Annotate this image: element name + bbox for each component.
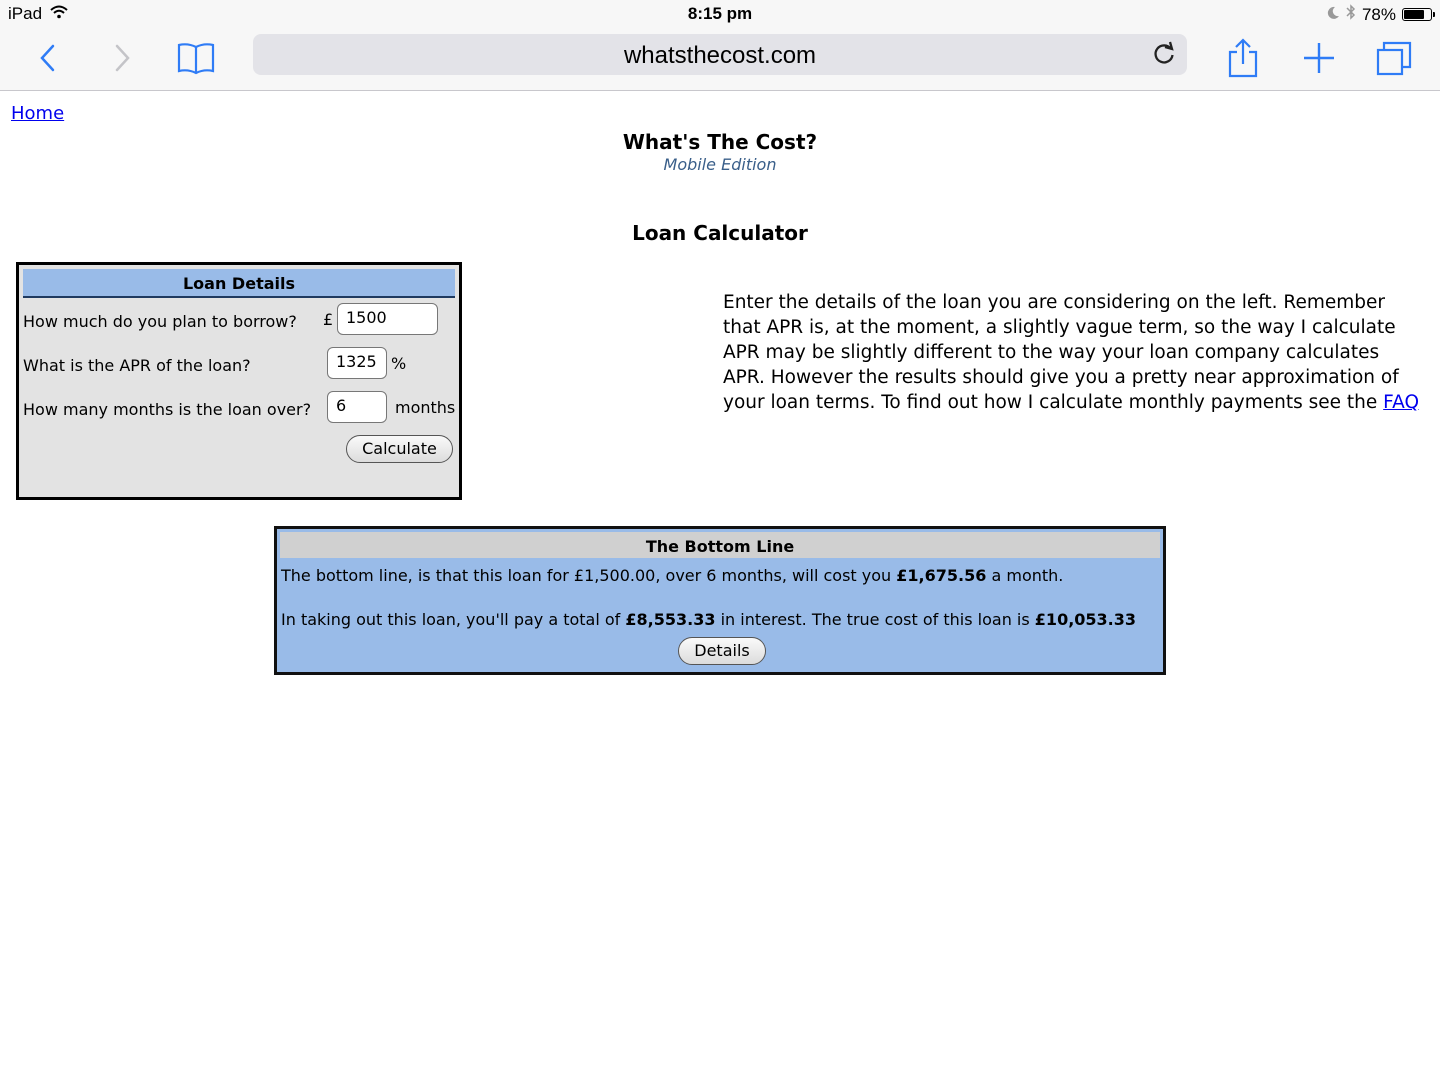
status-right — [1326, 4, 1432, 25]
monthly-payment-value: £1,675.56 — [896, 566, 987, 585]
monthly-cost-suffix: a month. — [991, 566, 1064, 585]
bookmarks-icon[interactable] — [174, 36, 218, 80]
apr-input[interactable]: 1325 — [327, 347, 387, 379]
true-cost-text: in interest. The true cost of this loan is — [720, 610, 1030, 629]
back-icon[interactable] — [26, 36, 70, 80]
total-interest-value: £8,553.33 — [625, 610, 716, 629]
new-tab-icon[interactable] — [1297, 36, 1341, 80]
url-text: whatsthecost.com — [623, 42, 817, 69]
web-page — [0, 91, 1440, 1080]
apr-label: What is the APR of the loan? — [23, 356, 251, 375]
apr-unit: % — [391, 354, 407, 373]
currency-symbol: £ — [323, 310, 334, 329]
loan-details-header: Loan Details — [23, 269, 455, 298]
site-title: What's The Cost? — [622, 130, 818, 154]
tabs-icon[interactable] — [1372, 36, 1416, 80]
status-time: 8:15 pm — [687, 4, 753, 23]
total-cost-value: £10,053.33 — [1034, 610, 1137, 629]
faq-link[interactable]: FAQ — [1383, 392, 1420, 413]
info-paragraph: Enter the details of the loan you are considering on the left. Remember that APR is, at the moment, a slightly vague term, so the way I calculate APR may be slightly different to the way your loan company calculates APR. However the results should give you a pretty near approximation of your loan terms. To find out how I calculate monthly payments see the — [723, 292, 1399, 413]
monthly-cost-text: The bottom line, is that this loan for £1,500.00, over 6 months, will cost you — [281, 566, 892, 585]
months-unit: months — [395, 398, 456, 417]
info-text — [723, 290, 1423, 415]
borrow-label: How much do you plan to borrow? — [23, 312, 297, 331]
forward-icon[interactable] — [100, 36, 144, 80]
interest-text: In taking out this loan, you'll pay a total of — [281, 610, 621, 629]
url-bar[interactable] — [253, 34, 1187, 75]
device-name: iPad — [8, 4, 43, 23]
site-subtitle: Mobile Edition — [663, 155, 777, 174]
status-bar — [0, 0, 1440, 28]
months-input[interactable]: 6 — [327, 391, 387, 423]
bluetooth-icon — [1346, 4, 1356, 25]
bottom-line-panel — [274, 526, 1166, 675]
calculate-button[interactable]: Calculate — [346, 435, 453, 463]
battery-percent: 78% — [1361, 4, 1396, 24]
home-link[interactable]: Home — [11, 103, 65, 124]
share-icon[interactable] — [1221, 36, 1265, 80]
browser-toolbar — [0, 28, 1440, 91]
monthly-cost-line — [281, 566, 1063, 585]
borrow-amount-input[interactable]: 1500 — [337, 303, 438, 335]
loan-details-panel — [16, 262, 462, 500]
bottom-line-header: The Bottom Line — [280, 532, 1160, 558]
details-button[interactable]: Details — [678, 637, 766, 665]
total-cost-line — [281, 610, 1136, 629]
months-label: How many months is the loan over? — [23, 400, 312, 419]
moon-icon — [1326, 5, 1340, 25]
reload-icon[interactable] — [1151, 41, 1177, 67]
calculator-title: Loan Calculator — [632, 221, 808, 245]
battery-icon — [1402, 8, 1432, 21]
battery-level — [1404, 10, 1424, 19]
